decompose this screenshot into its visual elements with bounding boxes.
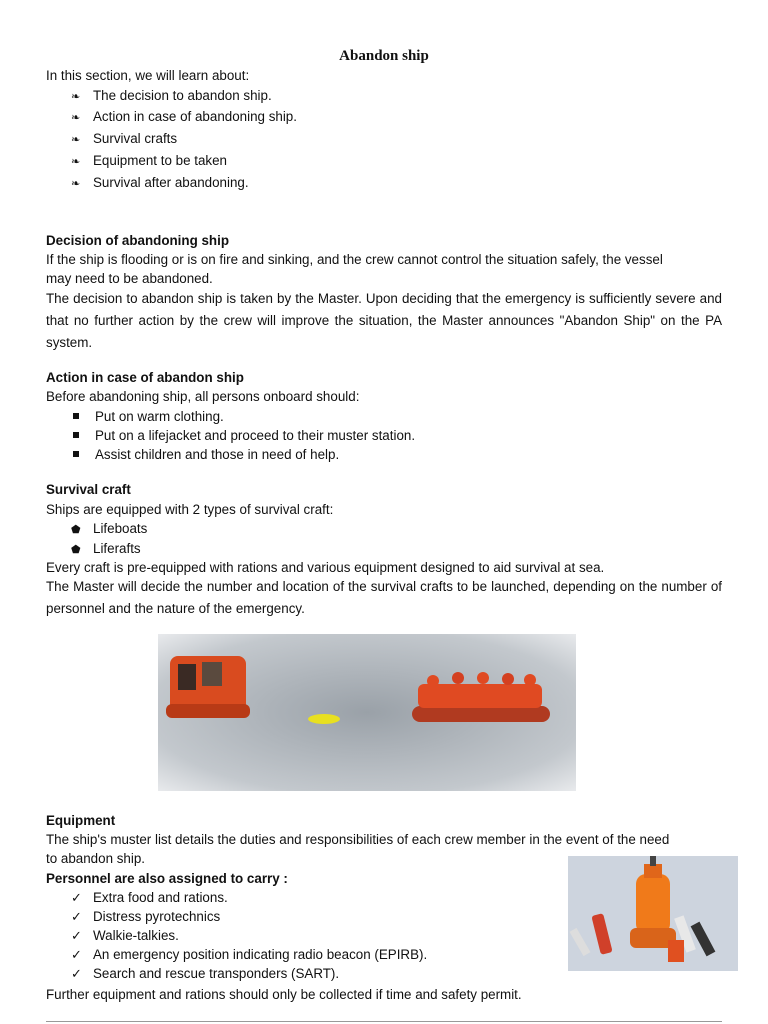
square-bullet-icon [73,451,79,457]
list-item: ✓ An emergency position indicating radio beacon (EPIRB). [71,947,428,962]
list-item: ⬟ Liferafts [71,539,141,560]
list-item: ✓ Extra food and rations. [71,890,228,905]
equipment-text-1: The ship's muster list details the duties and responsibilities of each crew member in the event of the need [46,832,670,847]
bullet-icon: ❧ [71,178,81,190]
list-item: Assist children and those in need of help. [71,445,339,464]
toc-item: ❧ Equipment to be taken [71,151,227,172]
section-heading-craft: Survival craft [46,482,131,497]
toc-item: ❧ Action in case of abandoning ship. [71,107,297,128]
carry-heading: Personnel are also assigned to carry : [46,871,288,886]
craft-text-2: The Master will decide the number and location of the survival crafts to be launched, depending on the number of personnel and the nature of the emergency. [46,579,722,616]
intro-text: In this section, we will learn about: [46,68,250,83]
list-item: Put on a lifejacket and proceed to their muster station. [71,426,415,445]
list-item: Put on warm clothing. [71,407,224,426]
equipment-text-1b: to abandon ship. [46,851,146,866]
toc-item: ❧ The decision to abandon ship. [71,86,272,107]
craft-intro: Ships are equipped with 2 types of survival craft: [46,502,334,517]
list-item: ✓ Walkie-talkies. [71,928,179,943]
list-item: ✓ Search and rescue transponders (SART). [71,966,340,981]
check-icon: ✓ [71,928,82,943]
bullet-icon: ❧ [71,91,81,103]
decision-text-2: The decision to abandon ship is taken by the Master. Upon deciding that the emergency is sufficiently severe and that no further action by the crew will improve the situation, the Master announces "Abandon Ship" on the PA system. [46,291,722,350]
equipment-photo [568,856,738,971]
toc-item: ❧ Survival crafts [71,129,177,150]
section-heading-equipment: Equipment [46,813,116,828]
boat-bullet-icon: ⬟ [71,524,81,536]
check-icon: ✓ [71,890,82,905]
toc-item: ❧ Survival after abandoning. [71,173,249,194]
decision-text-1b: may need to be abandoned. [46,271,213,286]
bullet-icon: ❧ [71,156,81,168]
action-intro: Before abandoning ship, all persons onboard should: [46,389,360,404]
square-bullet-icon [73,432,79,438]
section-heading-decision: Decision of abandoning ship [46,233,230,248]
page-bottom-rule [46,1021,722,1022]
check-icon: ✓ [71,947,82,962]
closing-text: Further equipment and rations should only be collected if time and safety permit. [46,987,522,1002]
page-title: Abandon ship [339,48,429,64]
list-item: ⬟ Lifeboats [71,519,147,540]
square-bullet-icon [73,413,79,419]
lifeboat-photo [158,634,576,791]
check-icon: ✓ [71,966,82,981]
list-item: ✓ Distress pyrotechnics [71,909,221,924]
boat-bullet-icon: ⬟ [71,544,81,556]
bullet-icon: ❧ [71,112,81,124]
check-icon: ✓ [71,909,82,924]
decision-text-1: If the ship is flooding or is on fire and sinking, and the crew cannot control the situation safely, the vessel [46,252,663,267]
craft-text-1: Every craft is pre-equipped with rations and various equipment designed to aid survival at sea. [46,560,605,575]
section-heading-action: Action in case of abandon ship [46,370,244,385]
bullet-icon: ❧ [71,134,81,146]
